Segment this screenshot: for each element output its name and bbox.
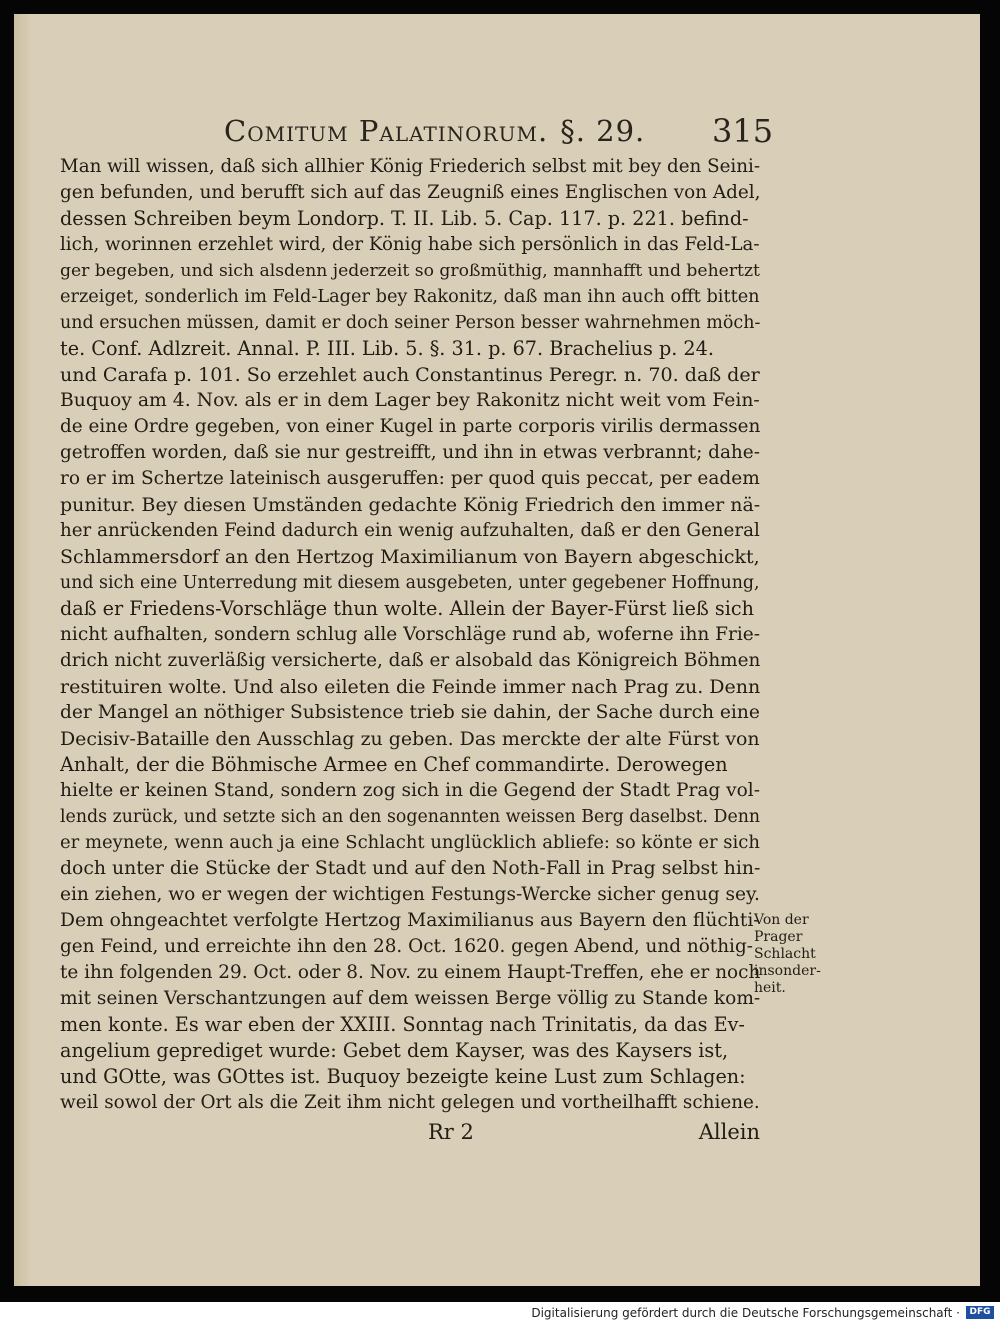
digitization-footer [0,1302,1000,1323]
text-line: restituiren wolte. Und also eileten die Feinde immer nach Prag zu. Denn [60,676,760,698]
text-line: angelium geprediget wurde: Gebet dem Kayser, was des Kaysers ist, [60,1039,729,1062]
margin-note-line: heit. [754,980,786,996]
text-line: Decisiv-Bataille den Ausschlag zu geben. Das merckte der alte Fürst von [60,728,760,750]
page-number: 315 [712,112,774,150]
book-page [14,14,980,1286]
running-head-title: Comitum Palatinorum. [224,114,549,148]
margin-note-line: Prager [754,929,803,945]
catchword: Allein [698,1120,760,1144]
text-line: te. Conf. Adlzreit. Annal. P. III. Lib. 5. §. 31. p. 67. Brachelius p. 24. [60,337,714,360]
text-line: men konte. Es war eben der XXIII. Sonntag nach Trinitatis, da das Ev- [60,1013,745,1036]
text-line: und sich eine Unterredung mit diesem ausgebeten, unter gegebener Hoffnung, [60,573,760,593]
text-line: de eine Ordre gegeben, von einer Kugel in parte corporis virilis dermassen [60,416,760,437]
text-line: erzeiget, sonderlich im Feld-Lager bey Rakonitz, daß man ihn auch offt bitten [60,287,760,307]
text-line: und Carafa p. 101. So erzehlet auch Constantinus Peregr. n. 70. daß der [60,363,760,386]
text-line: Buquoy am 4. Nov. als er in dem Lager bey Rakonitz nicht weit vom Fein- [60,390,760,411]
text-line: ger begeben, und sich alsdenn jederzeit so großmüthig, mannhafft und behertzt [60,261,760,281]
text-line: doch unter die Stücke der Stadt und auf den Noth-Fall in Prag selbst hin- [60,858,760,879]
running-head [224,114,645,148]
text-line: und GOtte, was GOttes ist. Buquoy bezeigte keine Lust zum Schlagen: [60,1065,746,1088]
text-line: dessen Schreiben beym Londorp. T. II. Lib. 5. Cap. 117. p. 221. befind- [60,207,749,230]
text-line: Dem ohngeachtet verfolgte Hertzog Maximilianus aus Bayern den flüchti- [60,910,760,931]
text-line: nicht aufhalten, sondern schlug alle Vorschläge rund ab, woferne ihn Frie- [60,624,760,645]
dfg-logo: DFG [966,1306,994,1319]
text-line: gen befunden, und berufft sich auf das Zeugniß eines Englischen von Adel, [60,182,760,203]
text-line: er meynete, wenn auch ja eine Schlacht unglücklich abliefe: so könte er sich [60,832,760,853]
text-line: mit seinen Verschantzungen auf dem weissen Berge völlig zu Stande kom- [60,988,760,1009]
section-number: §. 29. [560,114,646,148]
margin-note-line: insonder- [754,963,821,979]
margin-note-line: Von der [754,912,809,928]
text-line: her anrückenden Feind dadurch ein wenig aufzuhalten, daß er den General [60,520,760,541]
text-line: lends zurück, und setzte sich an den sogenannten weissen Berg daselbst. Denn [60,807,760,827]
text-line: und ersuchen müssen, damit er doch seiner Person besser wahrnehmen möch- [60,313,760,333]
text-line: der Mangel an nöthiger Subsistence trieb sie dahin, der Sache durch eine [60,702,760,723]
margin-note-line: Schlacht [754,946,816,962]
text-line: weil sowol der Ort als die Zeit ihm nicht gelegen und vortheilhafft schiene. [60,1092,760,1113]
funding-credit: Digitalisierung gefördert durch die Deutsche Forschungsgemeinschaft · [531,1306,960,1320]
text-line: hielte er keinen Stand, sondern zog sich in die Gegend der Stadt Prag vol- [60,780,760,801]
text-line: gen Feind, und erreichte ihn den 28. Oct. 1620. gegen Abend, und nöthig- [60,936,753,957]
text-line: drich nicht zuverläßig versicherte, daß er alsobald das Königreich Böhmen [60,650,760,671]
text-line: Schlammersdorf an den Hertzog Maximilianum von Bayern abgeschickt, [60,546,760,568]
page-foot [60,1120,760,1148]
text-line: getroffen worden, daß sie nur gestreifft, und ihn in etwas verbrannt; dahe- [60,442,760,463]
body-text [60,154,760,1116]
text-line: Man will wissen, daß sich allhier König Friederich selbst mit bey den Seini- [60,156,760,177]
text-line: punitur. Bey diesen Umständen gedachte König Friedrich den immer nä- [60,494,760,516]
page-inner [14,14,980,1286]
text-line: te ihn folgenden 29. Oct. oder 8. Nov. zu einem Haupt-Treffen, ehe er noch [60,962,760,983]
margin-note [754,912,826,997]
text-line: ro er im Schertze lateinisch ausgeruffen: per quod quis peccat, per eadem [60,468,760,489]
text-line: Anhalt, der die Böhmische Armee en Chef commandirte. Derowegen [60,753,728,776]
text-line: daß er Friedens-Vorschläge thun wolte. Allein der Bayer-Fürst ließ sich [60,597,755,620]
text-line: lich, worinnen erzehlet wird, der König habe sich persönlich in das Feld-La- [60,234,760,255]
signature-mark: Rr 2 [428,1120,474,1144]
text-line: ein ziehen, wo er wegen der wichtigen Festungs-Wercke sicher genug sey. [60,884,760,905]
